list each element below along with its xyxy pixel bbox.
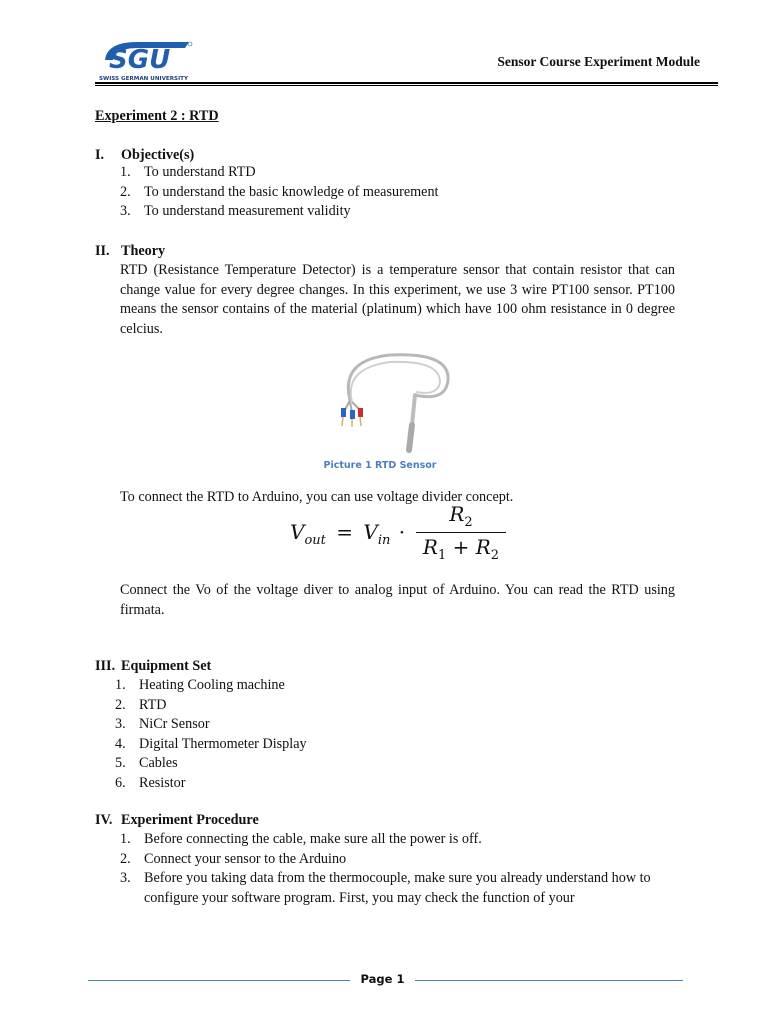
experiment-title: Experiment 2 : RTD <box>95 108 219 124</box>
list-item: 1. To understand RTD <box>120 164 256 180</box>
list-item: 6. Resistor <box>115 774 186 791</box>
section-title: Theory <box>121 243 166 259</box>
list-item: 4. Digital Thermometer Display <box>115 735 307 752</box>
list-item: 1. Heating Cooling machine <box>115 677 285 693</box>
list-item: 3. To understand measurement validity <box>120 203 351 219</box>
section-number: I. <box>95 147 105 163</box>
logo-text: SGU <box>109 45 171 75</box>
section-title: Equipment Set <box>121 658 212 674</box>
footer-line-left <box>88 980 350 981</box>
header-divider <box>95 82 718 84</box>
after-formula-text: Connect the Vo of the voltage diver to analog input of Arduino. You can read the RTD using firmata. <box>120 582 675 618</box>
formula-fraction-bar <box>416 532 506 533</box>
section-title: Experiment Procedure <box>121 812 259 828</box>
section-number: II. <box>95 243 110 259</box>
formula-denominator: $R_1 + R_2$ <box>422 535 500 563</box>
formula-numerator: $R_2$ <box>449 502 473 530</box>
formula-dot: · <box>398 520 406 544</box>
logo-subtext: SWISS GERMAN UNIVERSITY <box>99 76 189 82</box>
picture-caption: Picture 1 RTD Sensor <box>323 460 437 471</box>
objectives-list <box>120 163 439 222</box>
section-theory-heading <box>95 243 165 260</box>
voltage-divider-formula <box>290 502 510 564</box>
theory-paragraph: RTD (Resistance Temperature Detector) is a temperature sensor that contain resistor that can change value for every degree changes. In this experiment, we use 3 wire PT100 sensor. PT100 means the sensor contains of the material (platinum) which have 100 ohm resistance in 0 degree celcius. <box>120 262 675 337</box>
page-number: Page 1 <box>360 972 405 986</box>
list-item: 2. Connect your sensor to the Arduino <box>120 850 347 867</box>
section-title: Objective(s) <box>121 147 195 163</box>
rtd-sensor-image <box>330 340 460 455</box>
formula-vin: V <box>363 520 378 544</box>
list-item: 5. Cables <box>115 755 178 771</box>
list-item: 2. RTD <box>115 696 167 713</box>
connect-text: To connect the RTD to Arduino, you can use voltage divider concept. <box>120 489 514 505</box>
formula-vin-sub: in <box>377 533 391 548</box>
section-number: IV. <box>95 812 113 828</box>
section-procedure-heading <box>95 812 259 829</box>
list-item: 1. Before connecting the cable, make sure all the power is off. <box>120 831 482 847</box>
section-objectives-heading <box>95 147 194 164</box>
section-equipment-heading <box>95 658 211 675</box>
list-item: 2. To understand the basic knowledge of measurement <box>120 183 439 200</box>
formula-vout: V <box>290 520 305 544</box>
section-number: III. <box>95 658 116 674</box>
formula-vout-sub: out <box>304 533 326 548</box>
footer-line-right <box>415 980 683 981</box>
sgu-logo <box>97 38 197 82</box>
formula-equals: = <box>336 520 354 544</box>
equipment-list <box>115 676 307 793</box>
header-title: Sensor Course Experiment Module <box>497 54 700 69</box>
list-item: 3. Before you taking data from the thermocouple, make sure you already understand how to configure your software program. First, you may check the function of your <box>120 870 651 906</box>
header-divider-thin <box>95 85 718 86</box>
list-item: 3. NiCr Sensor <box>115 716 210 732</box>
procedure-list <box>120 830 680 908</box>
